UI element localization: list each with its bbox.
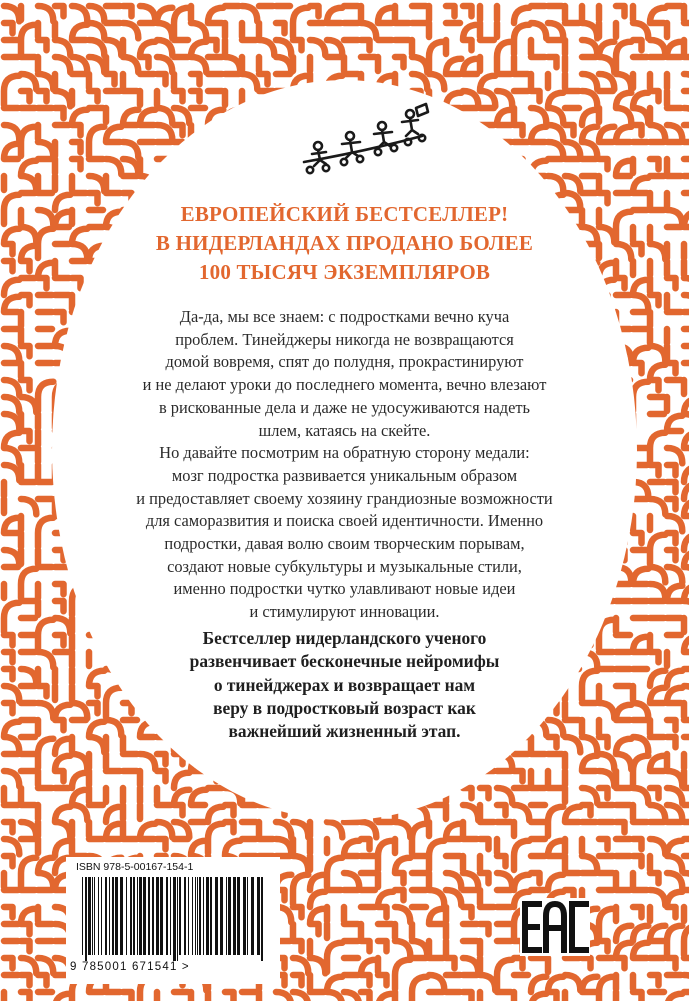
description-line: домой вовремя, спят до полудня, прокрастинируют [165, 352, 524, 372]
summary-line: важнейший жизненный этап. [228, 721, 461, 742]
publisher-logo-icon [298, 102, 430, 194]
barcode-bar [226, 877, 227, 955]
description-line: в рискованные дела и даже не удосуживаются надеть [158, 397, 531, 417]
barcode-bar [166, 877, 168, 955]
summary-line: Бестселлер нидерландского ученого [202, 628, 487, 648]
headline [120, 200, 569, 287]
summary-line: веру в подростковый возраст как [213, 697, 476, 718]
description-line: именно подростки чутко улавливают новые идеи [173, 579, 516, 599]
barcode-bar [173, 877, 176, 961]
barcode-bar [139, 877, 142, 955]
barcode-bar [184, 877, 186, 955]
description-line: и предоставляет своему хозяину грандиозные возможности [136, 488, 553, 508]
headline-line: В НИДЕРЛАНДАХ ПРОДАНО БОЛЕЕ [155, 231, 534, 255]
publisher-logo [298, 102, 430, 194]
description-line: и не делают уроки до последнего момента, вечно влезают [142, 375, 547, 395]
barcode-bar [203, 877, 204, 955]
description-line: шлем, катаясь на скейте. [258, 420, 431, 440]
barcode-bar [243, 877, 246, 955]
barcode-bar [237, 877, 240, 955]
description-line: Но давайте посмотрим на обратную сторону медали: [159, 443, 530, 463]
barcode-bar [133, 877, 135, 955]
eac-mark-icon [520, 898, 590, 956]
isbn-barcode [66, 857, 280, 984]
ean-digits: 9 785001 671541 > [70, 961, 190, 973]
barcode-bar [257, 877, 260, 955]
barcode-bar [120, 877, 123, 955]
barcode-bar [170, 877, 171, 955]
summary-line: о тинейджерах и возвращает нам [213, 674, 476, 695]
barcode-bar [130, 877, 132, 955]
barcode-bar [115, 877, 118, 955]
barcode-bar [210, 877, 212, 955]
barcode-bar [105, 877, 107, 955]
barcode-bar [148, 877, 150, 955]
headline-line: ЕВРОПЕЙСКИЙ БЕСТСЕЛЛЕР! [180, 202, 509, 226]
description-text [98, 306, 591, 624]
description-line: и стимулируют инновации. [249, 602, 440, 622]
barcode-bar [247, 877, 248, 955]
barcode-bar [197, 877, 198, 955]
description-line: для саморазвития и поиска своей идентичности. Именно [145, 511, 544, 531]
barcode-bar [152, 877, 154, 955]
barcode-bar [82, 877, 83, 955]
barcode-bar [251, 877, 254, 955]
barcode-bar [206, 877, 209, 955]
barcode-bar [112, 877, 114, 955]
barcode-bar [137, 877, 138, 955]
description-line: подростки, давая волю своим творческим порывам, [164, 534, 525, 554]
summary-text [120, 627, 569, 743]
barcode-bar [98, 877, 99, 955]
barcode-bar [199, 877, 201, 955]
description-line: мозг подростка развивается уникальным образом [171, 465, 518, 485]
summary-line: развенчивает бесконечные нейромифы [189, 651, 500, 672]
barcode-bar [160, 877, 163, 955]
barcode-bar [188, 877, 189, 955]
barcode-bar [215, 877, 218, 955]
barcode-bar [179, 877, 181, 955]
barcode-bar [233, 877, 236, 955]
barcode-bar [177, 877, 178, 961]
isbn-number: ISBN 978-5-00167-154-1 [76, 861, 194, 873]
barcode-bar [109, 877, 110, 955]
barcode-bar [192, 877, 193, 955]
barcode-bar [126, 877, 127, 955]
barcode-bar [261, 877, 263, 961]
description-line: проблем. Тинейджеры никогда не возвращаются [175, 329, 514, 349]
description-line: создают новые субкультуры и музыкальные стили, [167, 556, 522, 576]
barcode-bar [195, 877, 196, 955]
barcode-bar [228, 877, 231, 955]
eac-certification-mark [520, 898, 590, 956]
barcode-bars [80, 877, 268, 961]
barcode-bar [92, 877, 93, 955]
description-line: Да-да, мы все знаем: с подростками вечно куча [179, 307, 510, 326]
barcode-bar [85, 877, 87, 961]
barcode-bar [88, 877, 91, 955]
barcode-bar [101, 877, 102, 955]
barcode-bar [156, 877, 159, 955]
barcode-bar [220, 877, 223, 955]
barcode-bar [94, 877, 95, 955]
barcode-bar [143, 877, 146, 955]
headline-line: 100 ТЫСЯЧ ЭКЗЕМПЛЯРОВ [198, 260, 491, 284]
